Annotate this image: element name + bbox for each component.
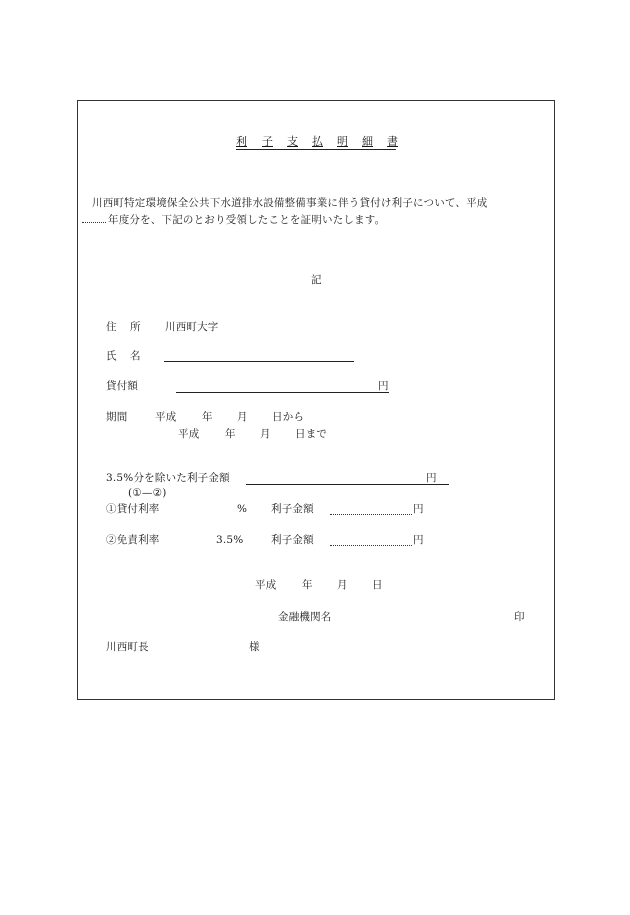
period-to-year: 年: [225, 428, 236, 440]
seal-mark: 印: [514, 611, 525, 623]
interest-excl-unit: 円: [426, 472, 437, 484]
title-char: 書: [387, 135, 398, 148]
rate2-amount-label: 利子金額: [271, 534, 314, 546]
year-blank: [82, 222, 106, 223]
period-to-era: 平成: [178, 428, 200, 440]
rate1-amount-line: [330, 514, 412, 515]
date-month: 月: [337, 579, 348, 591]
address-value: 川西町大字: [165, 321, 219, 333]
intro-line-1: 川西町特定環境保全公共下水道排水設備整備事業に伴う貸付け利子について、平成: [92, 197, 488, 209]
loan-line: [176, 392, 389, 393]
title-char: 子: [262, 135, 273, 148]
name-line: [164, 361, 354, 362]
period-from-day: 日から: [272, 411, 305, 423]
interest-excl-label: 3.5%分を除いた利子金額: [106, 472, 230, 484]
ki-heading: 記: [311, 274, 322, 286]
period-to-month: 月: [260, 428, 271, 440]
date-year: 年: [302, 579, 313, 591]
bank-label: 金融機関名: [278, 611, 332, 623]
rate2-amount-line: [330, 545, 412, 546]
rate1-label: ①貸付利率: [106, 503, 160, 515]
rate1-percent: %: [237, 503, 248, 515]
intro-line-2: 年度分を、下記のとおり受領したことを証明いたします。: [108, 214, 386, 226]
address-label-1: 住: [106, 321, 117, 333]
title-char: 細: [362, 135, 373, 148]
period-to-day: 日まで: [295, 428, 328, 440]
name-label-2: 名: [130, 350, 141, 362]
rate2-unit: 円: [413, 534, 424, 546]
period-label: 期間: [106, 411, 128, 423]
title-char: 明: [337, 135, 348, 148]
title-char: 支: [287, 135, 298, 148]
period-from-month: 月: [237, 411, 248, 423]
loan-unit: 円: [378, 380, 389, 392]
period-from-year: 年: [202, 411, 213, 423]
rate1-amount-label: 利子金額: [271, 503, 314, 515]
name-label-1: 氏: [106, 350, 117, 362]
date-era: 平成: [255, 579, 277, 591]
title-underline: [236, 149, 396, 150]
interest-excl-line: [246, 484, 449, 485]
rate2-label: ②免責利率: [106, 534, 160, 546]
title-char: 払: [312, 135, 323, 148]
address-label-2: 所: [130, 321, 141, 333]
title-char: 利: [236, 135, 247, 148]
period-from-era: 平成: [155, 411, 177, 423]
addressee-honorific: 様: [249, 641, 260, 653]
rate1-unit: 円: [413, 503, 424, 515]
loan-label: 貸付額: [106, 380, 139, 392]
date-day: 日: [372, 579, 383, 591]
interest-excl-note: (①—②): [128, 487, 167, 499]
addressee-name: 川西町長: [106, 641, 149, 653]
rate2-value: 3.5%: [216, 534, 244, 546]
